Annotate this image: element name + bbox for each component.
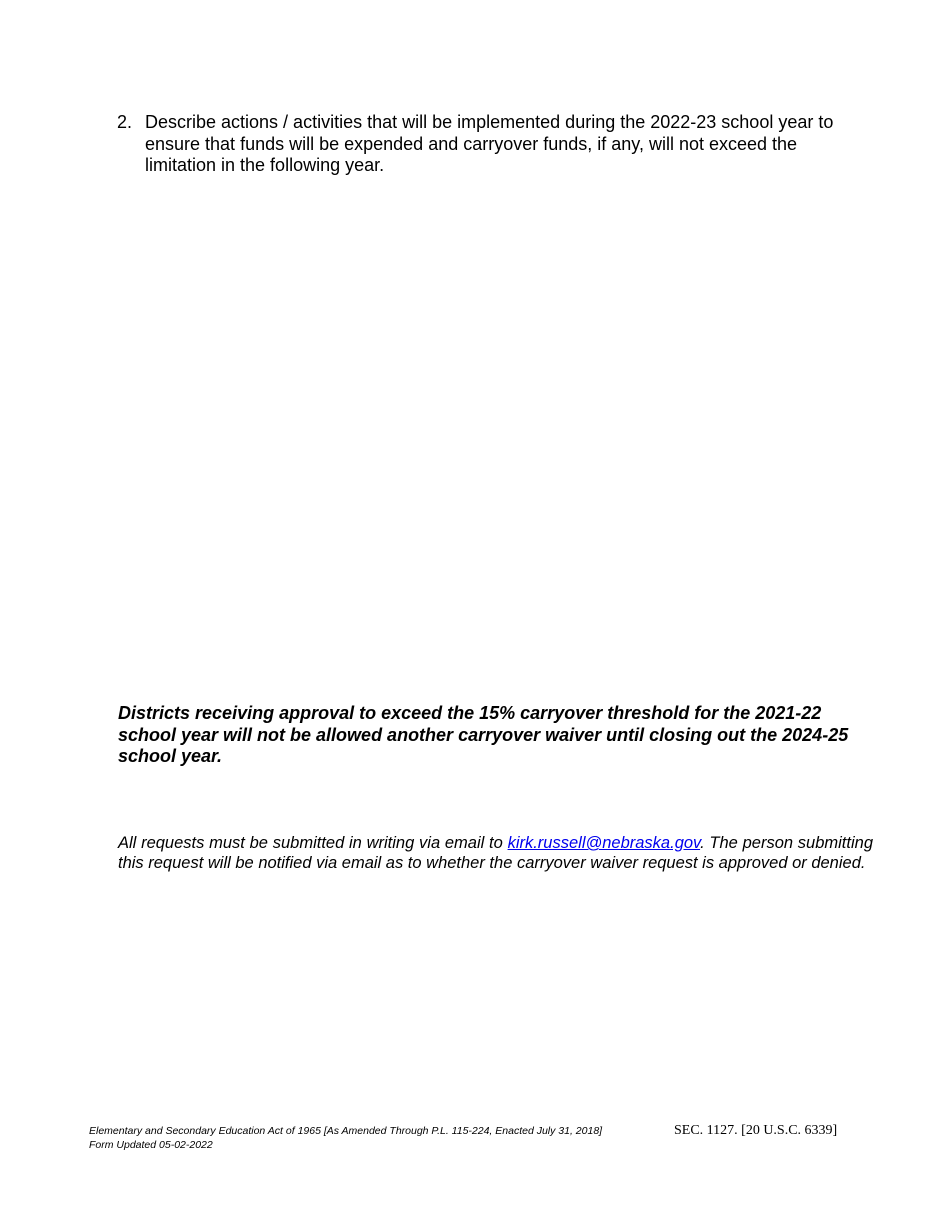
question-item: [117, 112, 867, 177]
footer-section-reference: SEC. 1127. [20 U.S.C. 6339]: [674, 1123, 838, 1138]
question-number: 2.: [117, 112, 133, 132]
carryover-notice: Districts receiving approval to exceed the 15% carryover threshold for the 2021-22 school year will not be allowed another carryover waiver until closing out the 2024-25 school year.: [118, 703, 849, 766]
question-text: Describe actions / activities that will be implemented during the 2022-23 school year to ensure that funds will be expended and carryover funds, if any, will not exceed the limitation in the following year.: [145, 112, 834, 175]
email-link[interactable]: kirk.russell@nebraska.gov: [507, 834, 701, 852]
submission-text-after: . The person submitting this request will be notified via email as to whether the carryover waiver request is approved or denied.: [118, 834, 873, 872]
footer-left: [89, 1125, 649, 1152]
footer-form-updated: Form Updated 05-02-2022: [89, 1138, 213, 1151]
submission-instructions: [118, 833, 873, 873]
submission-text-before: All requests must be submitted in writing via email to: [118, 834, 508, 852]
footer-act-reference: Elementary and Secondary Education Act of 1965 [As Amended Through P.L. 115-224, Enacted July 31, 2018]: [89, 1125, 603, 1137]
